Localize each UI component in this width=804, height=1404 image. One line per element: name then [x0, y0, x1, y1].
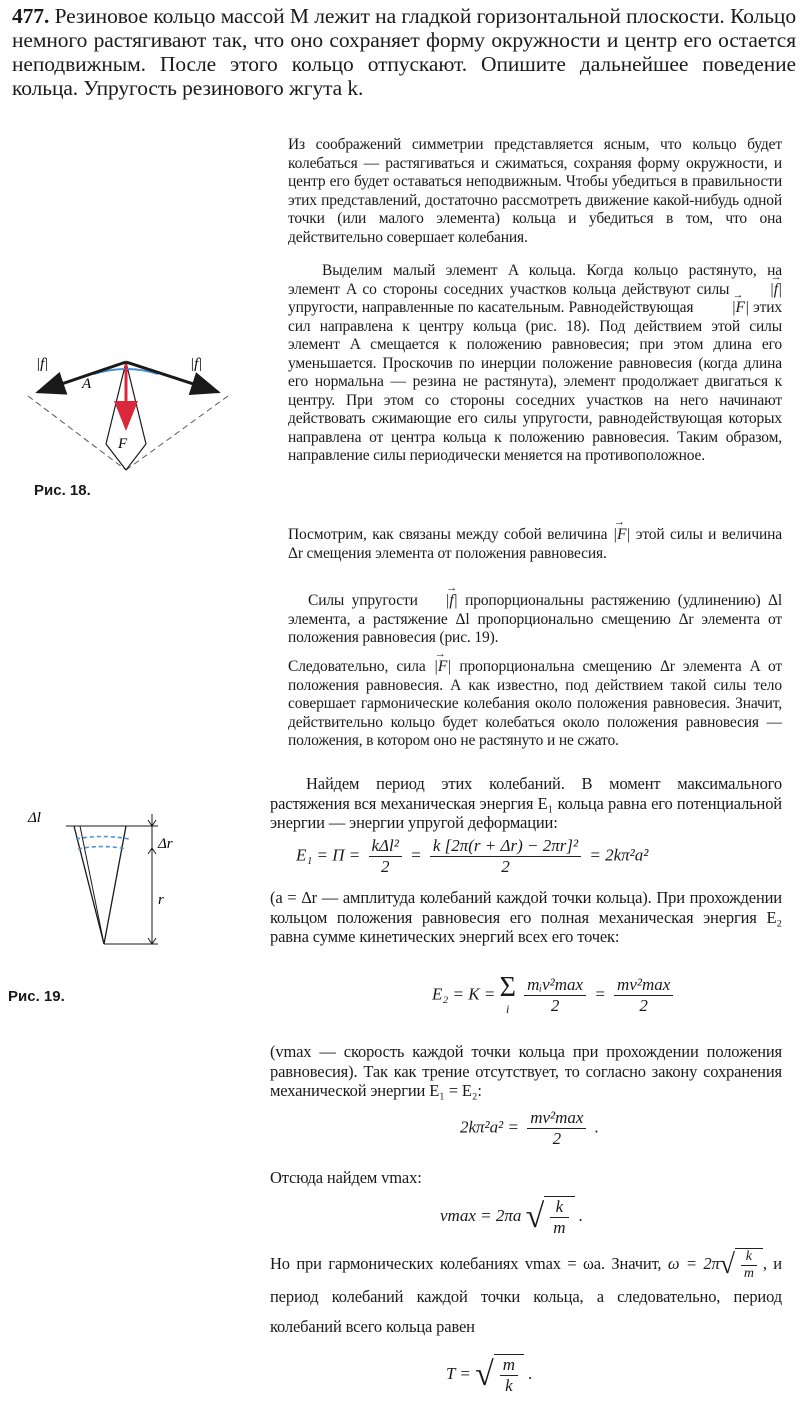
omega-fraction: $\frac{k}{m}$ [741, 1249, 757, 1282]
solution-paragraph-2 [288, 262, 782, 466]
p10-part-c: , и период колебаний каждой точки кольца, а следовательно, период колебаний всего кольца равен [270, 1253, 782, 1336]
fig18-label-F: F [118, 436, 128, 452]
fig18-radius-right [126, 362, 146, 444]
fig18-taper-right [126, 444, 146, 470]
eq4-lhs: vmax = 2πa [440, 1205, 522, 1225]
sqrt-body-3 [494, 1354, 524, 1396]
eq3-end: . [594, 1117, 599, 1137]
fig18-label-f-left: |f| [36, 356, 49, 372]
omega-expression: ω = 2π [667, 1253, 720, 1273]
problem-number: 477. [12, 4, 50, 28]
fig18-dashed-right [126, 396, 228, 470]
solution-paragraph-6: Найдем период этих колебаний. В момент максимального растяжения вся механическая энергия E₁ кольца равна его потенциальной энергии — энергии упругой деформации: [270, 774, 782, 832]
solution-paragraph-3 [288, 526, 782, 563]
problem-statement [12, 4, 796, 100]
eq5-fraction: $\frac{m}{k}$ [500, 1355, 518, 1396]
figure-18-caption: Рис. 18. [34, 482, 91, 499]
fig18-label-A: A [82, 376, 92, 392]
problem-text: Резиновое кольцо массой M лежит на гладкой горизонтальной плоскости. Кольцо немного растягивают так, что оно сохраняет форму окружности и центр его остается неподвижным. После этого кольцо отпускают. Опишите дальнейшее поведение кольца. Упругость резинового жгута k. [12, 4, 796, 100]
p10-part-a: Но при гармонических колебаниях vmax = ωa. Значит, [270, 1253, 662, 1273]
fig19-arc-2 [78, 847, 126, 850]
fig19-line-left [74, 826, 104, 944]
solution-paragraph-9: Отсюда найдем vmax: [270, 1168, 422, 1187]
p2-part-c: этих сил направлена к центру кольца (рис. 18). Под действием этой силы элемент A смещается к положению равновесия; при этом длина его уменьшается. Проскочив по инерции положение равновесия (когда длина его нормальна — резина не растянута), элемент продолжает двигаться к центру. При этом со стороны соседних участков на него начинают действовать сжимающие его силы упругости, равнодействующая которых направлена от центра кольца к положению равновесия. Таким образом, направление силы периодически меняется на противоположное. [288, 299, 782, 464]
fig18-force-right-arrow [126, 362, 218, 392]
sqrt-body-1 [544, 1196, 574, 1238]
vector-F-1: → |F| [697, 299, 749, 318]
eq5-end: . [528, 1363, 533, 1383]
solution-paragraph-4 [288, 592, 782, 648]
p2-part-a: Выделим малый элемент A кольца. Когда кольцо растянуто, на элемент A со стороны соседних участков кольца действуют силы [288, 262, 782, 298]
eq2-sum: Σ i [499, 972, 516, 1016]
figure-19 [26, 806, 196, 952]
vector-f-small: → |f| [736, 281, 782, 300]
fig19-line-right [104, 826, 126, 944]
eq4-end: . [578, 1205, 584, 1225]
p5-part-a: Следовательно, сила [288, 658, 426, 675]
vector-F-3: → |F| [434, 658, 452, 677]
equation-energy-potential [296, 836, 648, 877]
p3-part-a: Посмотрим, как связаны между собой величина [288, 526, 608, 543]
eq1-fraction-1: $\frac{\text{kΔl²}}{2}$ [369, 836, 402, 877]
eq1-fraction-2: $\frac{\text{k [2π(r + Δr) − 2πr]²}}{2}$ [430, 836, 581, 877]
p2-part-b: упругости, направленные по касательным. Равнодействующая [288, 299, 694, 316]
fig19-label-dl: Δl [28, 810, 41, 826]
vector-F-2: → |F| [613, 526, 631, 545]
p4-part-a: Силы упругости [308, 592, 418, 609]
fig19-label-dr: Δr [158, 836, 173, 852]
vector-f-2: → |f| [425, 592, 457, 611]
eq5-lhs: T = [446, 1363, 471, 1383]
sqrt-sign-1: √ [525, 1198, 545, 1235]
fig18-radius-left [106, 362, 126, 444]
sqrt-sign-2: √ [719, 1249, 735, 1280]
eq2-lhs: E₂ = K = [432, 984, 496, 1004]
fig19-label-r: r [158, 892, 164, 908]
solution-paragraph-1: Из соображений симметрии представляется ясным, что кольцо будет колебаться — растягиваться и сжиматься, сохраняя форму окружности, и центр его будет оставаться неподвижным. Чтобы убедиться в правильности этих представлений, достаточно рассмотреть движение какой-нибудь одной точки (или малого элемента) кольца и убедиться в том, что она действительно совершает колебания. [288, 136, 782, 246]
eq3-lhs: 2kπ²a² = [460, 1117, 519, 1137]
eq3-fraction: $\frac{\text{mv²max}}{2}$ [527, 1108, 586, 1149]
solution-paragraph-7: (a = Δr — амплитуда колебаний каждой точки кольца). При прохождении кольцом положения равновесия его полная механическая энергия E₂ равна сумме кинетических энергий всех его точек: [270, 888, 782, 946]
solution-paragraph-10 [270, 1248, 782, 1342]
sqrt-sign-3: √ [475, 1356, 494, 1393]
figure-18 [22, 328, 242, 478]
figure-19-caption: Рис. 19. [8, 988, 65, 1005]
p4-part-b: пропорциональны растяжению (удлинению) Δl элемента, а растяжение Δl пропорционально смещению Δr элемента от положения равновесия (рис. 19). [288, 592, 782, 646]
equation-vmax [440, 1196, 583, 1238]
fig19-arc-1 [76, 837, 129, 840]
sqrt-body-2 [735, 1248, 763, 1282]
eq1-rhs: = 2kπ²a² [589, 845, 649, 865]
solution-paragraph-8: (vmax — скорость каждой точки кольца при прохождении положения равновесия). Так как трение отсутствует, то согласно закону сохранения механической энергии E₁ = E₂: [270, 1042, 782, 1100]
eq2-fraction-2: $\frac{\text{mv²max}}{2}$ [614, 975, 673, 1016]
eq2-equals: = [594, 984, 606, 1004]
eq1-lhs: E₁ = П = [296, 845, 361, 865]
fig19-line-inner [80, 826, 104, 944]
p5-part-b: пропорциональна смещению Δr элемента A от положения равновесия. А как известно, под действием такой силы тело совершает гармонические колебания около положения равновесия. Значит, действительно кольцо будет колебаться около положения равновесия — положения, в котором оно не растянуто и не сжато. [288, 658, 783, 749]
fig18-label-f-right: |f| [190, 356, 203, 372]
eq1-equals: = [410, 845, 422, 865]
equation-period [446, 1354, 533, 1396]
equation-energy-kinetic [432, 974, 677, 1017]
p3-part-b: этой силы и величина Δr смещения элемента от положения равновесия. [288, 526, 782, 562]
fig18-dashed-left [28, 396, 126, 470]
equation-energy-conservation [460, 1108, 599, 1149]
eq4-fraction: $\frac{k}{m}$ [550, 1197, 568, 1238]
solution-paragraph-5 [288, 658, 782, 751]
eq2-fraction-1: $\frac{\text{mᵢv²max}}{2}$ [524, 975, 586, 1016]
